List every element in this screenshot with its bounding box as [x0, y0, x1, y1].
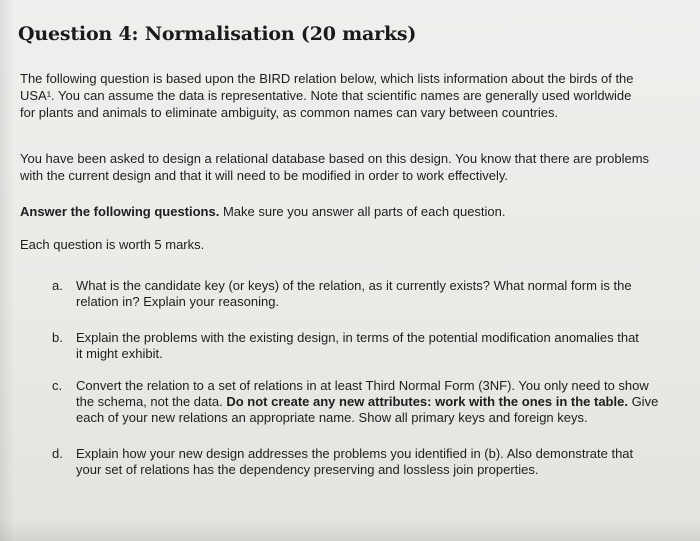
instruction-bold: Answer the following questions.	[20, 204, 220, 219]
instruction-paragraph	[20, 203, 506, 220]
intro-line: The following question is based upon the BIRD relation below, which lists information about the birds of the	[20, 71, 634, 86]
question-line: each of your new relations an appropriate name. Show all primary keys and foreign keys.	[76, 410, 588, 425]
question-marker: b.	[52, 330, 63, 345]
intro-line: for plants and animals to eliminate ambiguity, as common names can vary between countries.	[20, 105, 559, 120]
question-line-plain: the schema, not the data.	[76, 394, 227, 409]
page-shadow-left	[0, 0, 14, 541]
instruction-line	[20, 203, 506, 220]
question-line: Explain how your new design addresses the problems you identified in (b). Also demonstrate that	[76, 446, 634, 461]
question-line	[76, 394, 658, 410]
question-line: Convert the relation to a set of relations in at least Third Normal Form (3NF). You only need to show	[76, 378, 649, 393]
question-line-tail: Give	[627, 394, 659, 409]
context-line: You have been asked to design a relational database based on this design. You know that there are problems	[20, 151, 650, 166]
question-marker: a.	[52, 278, 63, 293]
question-text	[76, 446, 633, 478]
question-line: it might exhibit.	[76, 346, 163, 361]
question-line-bold: Do not create any new attributes: work with the ones in the table.	[226, 394, 628, 409]
intro-paragraph	[20, 70, 634, 121]
context-paragraph	[20, 150, 649, 184]
question-line: What is the candidate key (or keys) of the relation, as it currently exists? What normal form is the	[76, 278, 632, 293]
question-text	[76, 330, 639, 362]
question-line: Explain the problems with the existing design, in terms of the potential modification anomalies that	[76, 330, 639, 345]
intro-line: USA¹. You can assume the data is representative. Note that scientific names are generally used worldwide	[20, 88, 632, 103]
instruction-rest: Make sure you answer all parts of each question.	[219, 204, 506, 219]
question-text	[76, 278, 632, 310]
page-shadow-bottom	[0, 521, 700, 541]
question-title: Question 4: Normalisation (20 marks)	[18, 23, 417, 45]
question-line: relation in? Explain your reasoning.	[76, 294, 280, 309]
marks-note: Each question is worth 5 marks.	[20, 237, 205, 252]
question-marker: d.	[52, 446, 63, 461]
question-text	[76, 378, 658, 426]
question-line: your set of relations has the dependency preserving and lossless join properties.	[76, 462, 539, 477]
context-line: with the current design and that it will need to be modified in order to work effectively.	[20, 168, 509, 183]
question-marker: c.	[52, 378, 63, 393]
